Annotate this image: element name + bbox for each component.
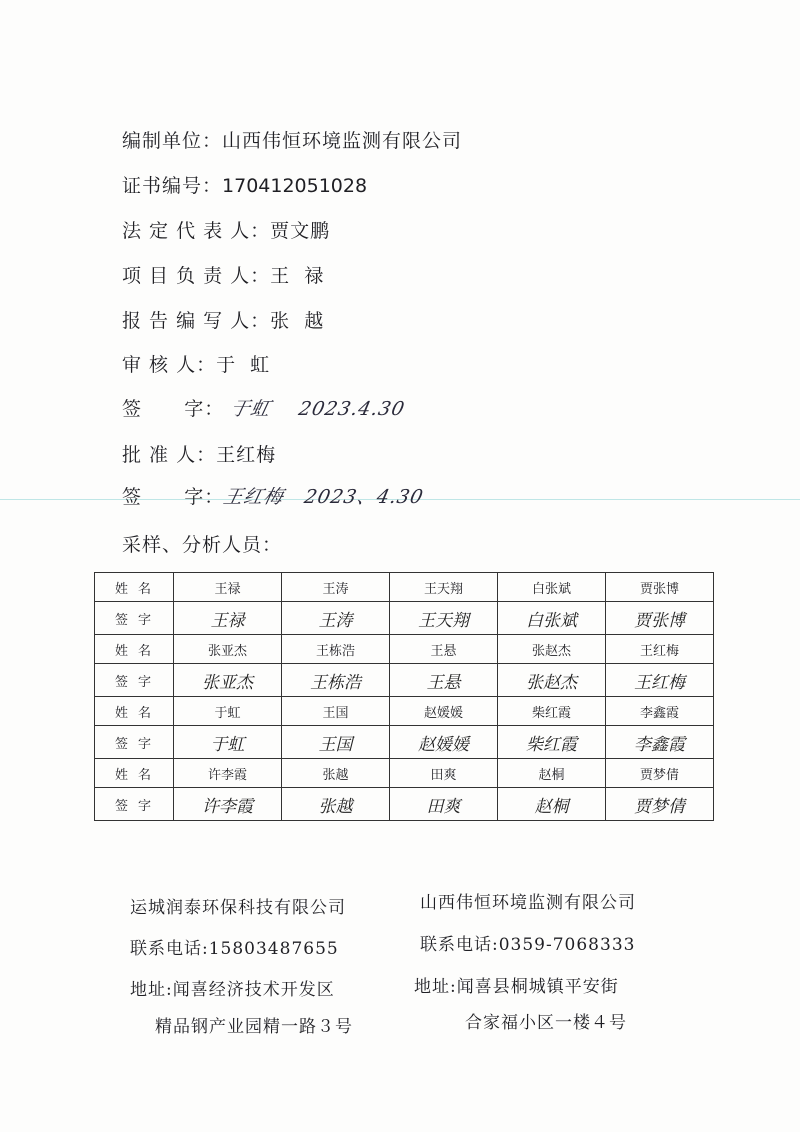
table-name-row: [95, 635, 714, 664]
name-header-cell: 姓名: [95, 759, 174, 788]
footer-left-phone: 联系电话:15803487655: [130, 939, 339, 959]
signature-cell: 王红梅: [606, 664, 714, 697]
signature-cell: 张越: [282, 788, 390, 821]
staff-signature-table: [94, 572, 714, 821]
signature-cell: 王天翔: [390, 602, 498, 635]
table-name-row: [95, 697, 714, 726]
table-signature-row: [95, 726, 714, 759]
signature-cell: 王悬: [390, 664, 498, 697]
name-cell: 王红梅: [606, 635, 714, 664]
name-cell: 赵媛媛: [390, 697, 498, 726]
field-certificate-no: 证书编号：170412051028: [122, 175, 368, 197]
name-cell: 贾张博: [606, 573, 714, 602]
name-cell: 于虹: [174, 697, 282, 726]
field-reviewer-signature: 签 字： 于虹 2023.4.30: [122, 398, 408, 420]
name-cell: 王天翔: [390, 573, 498, 602]
table-signature-row: [95, 664, 714, 697]
field-approver-signature: 签 字：王红梅 2023、4.30: [122, 486, 427, 508]
name-cell: 白张斌: [498, 573, 606, 602]
table-signature-row: [95, 788, 714, 821]
signature-cell: 王涛: [282, 602, 390, 635]
name-header-cell: 姓名: [95, 697, 174, 726]
signature-header-cell: 签字: [95, 726, 174, 759]
name-cell: 王栋浩: [282, 635, 390, 664]
footer-right-address1: 地址:闻喜县桐城镇平安街: [414, 977, 619, 997]
name-cell: 张赵杰: [498, 635, 606, 664]
name-header-cell: 姓名: [95, 635, 174, 664]
signature-header-cell: 签字: [95, 664, 174, 697]
footer-left-address1: 地址:闻喜经济技术开发区: [130, 980, 335, 1000]
name-cell: 柴红霞: [498, 697, 606, 726]
name-cell: 许李霞: [174, 759, 282, 788]
field-report-writer: 报 告 编 写 人：张 越: [122, 310, 325, 332]
signature-cell: 张亚杰: [174, 664, 282, 697]
signature-cell: 王栋浩: [282, 664, 390, 697]
field-approver: 批 准 人：王红梅: [122, 444, 277, 466]
footer-right-address2: 合家福小区一楼４号: [465, 1013, 627, 1033]
field-compiler: 编制单位：山西伟恒环境监测有限公司: [122, 130, 463, 152]
signature-cell: 于虹: [174, 726, 282, 759]
field-staff-heading: 采样、分析人员：: [122, 534, 283, 556]
field-legal-rep: 法 定 代 表 人：贾文鹏: [122, 220, 331, 242]
table-name-row: [95, 573, 714, 602]
table-name-row: [95, 759, 714, 788]
signature-cell: 赵桐: [498, 788, 606, 821]
name-cell: 王悬: [390, 635, 498, 664]
signature-cell: 贾张博: [606, 602, 714, 635]
signature-cell: 张赵杰: [498, 664, 606, 697]
signature-cell: 柴红霞: [498, 726, 606, 759]
field-reviewer: 审 核 人：于 虹: [122, 354, 271, 376]
name-cell: 王禄: [174, 573, 282, 602]
signature-header-cell: 签字: [95, 602, 174, 635]
name-cell: 张亚杰: [174, 635, 282, 664]
name-header-cell: 姓名: [95, 573, 174, 602]
signature-cell: 贾梦倩: [606, 788, 714, 821]
signature-cell: 许李霞: [174, 788, 282, 821]
signature-cell: 王国: [282, 726, 390, 759]
footer-left-company: 运城润泰环保科技有限公司: [130, 898, 346, 918]
name-cell: 田爽: [390, 759, 498, 788]
footer-right-phone: 联系电话:0359-7068333: [420, 935, 636, 955]
name-cell: 李鑫霞: [606, 697, 714, 726]
signature-cell: 王禄: [174, 602, 282, 635]
signature-cell: 赵媛媛: [390, 726, 498, 759]
table-signature-row: [95, 602, 714, 635]
signature-header-cell: 签字: [95, 788, 174, 821]
signature-cell: 田爽: [390, 788, 498, 821]
signature-cell: 白张斌: [498, 602, 606, 635]
name-cell: 王国: [282, 697, 390, 726]
name-cell: 贾梦倩: [606, 759, 714, 788]
name-cell: 王涛: [282, 573, 390, 602]
name-cell: 赵桐: [498, 759, 606, 788]
name-cell: 张越: [282, 759, 390, 788]
footer-left-address2: 精品钢产业园精一路３号: [155, 1017, 353, 1037]
field-project-lead: 项 目 负 责 人：王 禄: [122, 265, 325, 287]
footer-right-company: 山西伟恒环境监测有限公司: [420, 893, 636, 913]
signature-cell: 李鑫霞: [606, 726, 714, 759]
